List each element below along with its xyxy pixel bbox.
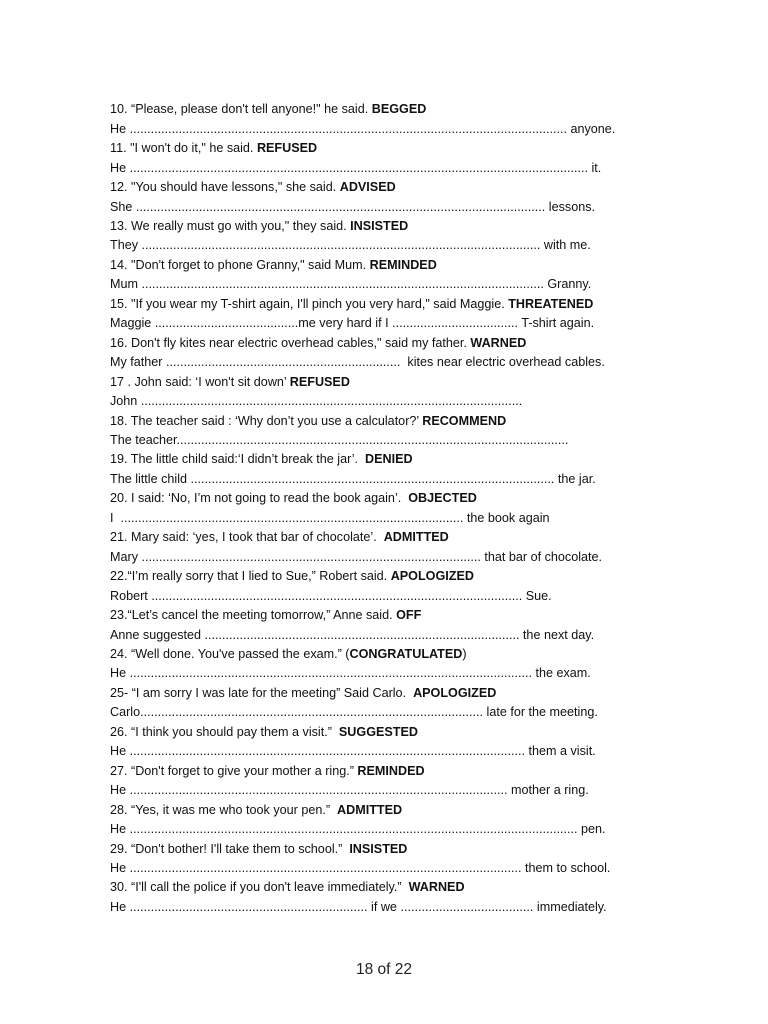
answer-text: He xyxy=(110,822,130,837)
question-prompt xyxy=(110,606,690,625)
answer-text: Robert xyxy=(110,588,152,603)
answer-blank: ................................................................................................................................... xyxy=(129,160,588,175)
answer-text: them to school. xyxy=(521,860,611,875)
answer-blank: ............................................................................................................ xyxy=(129,783,508,798)
prompt-text: 19. The little child said:‘I didn’t break the jar’. xyxy=(110,452,366,467)
prompt-text: 20. I said: ‘No, I’m not going to read the book again’. xyxy=(110,491,409,506)
answer-text: that bar of chocolate. xyxy=(480,549,603,564)
answer-line xyxy=(110,820,690,839)
answer-blank: ................................................................................................................. xyxy=(129,744,525,759)
question-prompt xyxy=(110,645,690,664)
prompt-text-after: ) xyxy=(462,646,467,661)
answer-text: the jar. xyxy=(554,471,596,486)
keyword: OBJECTED xyxy=(408,491,477,506)
keyword: REFUSED xyxy=(256,141,318,156)
answer-blank: ............................................................................................................................. xyxy=(129,121,567,136)
prompt-text: 18. The teacher said : ‘Why don’t you use a calculator?’ xyxy=(110,413,423,428)
answer-line xyxy=(110,159,690,178)
prompt-text: 29. “Don't bother! I'll take them to school.” xyxy=(110,841,350,856)
prompt-text: 27. “Don't forget to give your mother a ring.” xyxy=(110,763,358,778)
prompt-text: 25- “I am sorry I was late for the meeting” Said Carlo. xyxy=(110,685,414,700)
answer-text: Mary xyxy=(110,549,142,564)
answer-line xyxy=(110,587,690,606)
answer-blank: ................................................................................................................... xyxy=(141,277,544,292)
prompt-text: 12. "You should have lessons," she said. xyxy=(110,180,340,195)
keyword: WARNED xyxy=(470,335,527,350)
answer-text: kites near electric overhead cables. xyxy=(400,355,605,370)
exercise-item xyxy=(110,606,690,645)
keyword: ADMITTED xyxy=(383,530,449,545)
exercise-list xyxy=(110,100,690,917)
answer-line xyxy=(110,898,690,917)
answer-line xyxy=(110,120,690,139)
answer-text: Maggie xyxy=(110,316,155,331)
answer-blank: ................................................................................................................................ xyxy=(129,822,578,837)
keyword: INSISTED xyxy=(349,841,408,856)
exercise-item xyxy=(110,217,690,256)
exercise-item xyxy=(110,489,690,528)
answer-text: them a visit. xyxy=(525,744,596,759)
answer-line xyxy=(110,198,690,217)
answer-blank: ................................................................... xyxy=(166,355,401,370)
answer-line xyxy=(110,353,690,372)
question-prompt xyxy=(110,373,690,392)
answer-text: the exam. xyxy=(532,666,591,681)
question-prompt xyxy=(110,256,690,275)
keyword: ADVISED xyxy=(339,180,396,195)
question-prompt xyxy=(110,334,690,353)
answer-blank: ................................................................................................................... xyxy=(129,666,532,681)
question-prompt xyxy=(110,723,690,742)
answer-text: anyone. xyxy=(566,121,616,136)
keyword: ADMITTED xyxy=(337,802,403,817)
prompt-text: 15. "If you wear my T-shirt again, I'll pinch you very hard," said Maggie. xyxy=(110,296,509,311)
answer-line xyxy=(110,548,690,567)
answer-text: She xyxy=(110,199,136,214)
keyword: WARNED xyxy=(408,880,465,895)
question-prompt xyxy=(110,489,690,508)
answer-text: mother a ring. xyxy=(507,783,589,798)
answer-text: Mum xyxy=(110,277,142,292)
page-number: 18 of 22 xyxy=(355,961,413,978)
answer-text: He xyxy=(110,160,130,175)
answer-line xyxy=(110,314,690,333)
answer-text: Sue. xyxy=(522,588,552,603)
answer-text: the book again xyxy=(463,510,550,525)
answer-text: They xyxy=(110,238,142,253)
exercise-item xyxy=(110,840,690,879)
question-prompt xyxy=(110,450,690,469)
answer-text: with me. xyxy=(540,238,591,253)
prompt-text: 13. We really must go with you," they said. xyxy=(110,219,351,234)
answer-blank: .................................... xyxy=(392,316,519,331)
answer-blank: ...................................... xyxy=(400,899,534,914)
keyword: REFUSED xyxy=(289,374,350,389)
prompt-text: 10. “Please, please don't tell anyone!" he said. xyxy=(110,102,372,117)
answer-text: John xyxy=(110,394,141,409)
keyword: RECOMMEND xyxy=(422,413,507,428)
answer-text: The little child xyxy=(110,471,191,486)
keyword: APOLOGIZED xyxy=(413,685,497,700)
answer-blank: ................................................................................................. xyxy=(141,549,481,564)
answer-text: Anne suggested xyxy=(110,627,205,642)
question-prompt xyxy=(110,295,690,314)
answer-blank: ............................................................................................................. xyxy=(140,394,523,409)
keyword: REMINDED xyxy=(369,257,437,272)
exercise-item xyxy=(110,684,690,723)
exercise-item xyxy=(110,567,690,606)
prompt-text: 14. "Don't forget to phone Granny," said Mum. xyxy=(110,257,370,272)
exercise-item xyxy=(110,762,690,801)
answer-line xyxy=(110,626,690,645)
answer-blank: .................................................................................................................. xyxy=(141,238,541,253)
keyword: APOLOGIZED xyxy=(390,569,474,584)
answer-blank: ................................................................................................................ xyxy=(176,433,569,447)
prompt-text: 17 . John said: ‘I won't sit down’ xyxy=(110,374,290,389)
answer-line xyxy=(110,392,690,411)
prompt-text: 23.“Let’s cancel the meeting tomorrow,” Anne said. xyxy=(110,608,397,623)
answer-line xyxy=(110,703,690,722)
answer-text: immediately. xyxy=(533,899,607,914)
question-prompt xyxy=(110,217,690,236)
prompt-text: 24. “Well done. You've passed the exam.” ( xyxy=(110,646,350,661)
answer-text: He xyxy=(110,744,130,759)
exercise-item xyxy=(110,373,690,412)
answer-text: He xyxy=(110,121,130,136)
prompt-text: 26. “I think you should pay them a visit.” xyxy=(110,724,339,739)
exercise-item xyxy=(110,139,690,178)
prompt-text: 16. Don't fly kites near electric overhead cables," said my father. xyxy=(110,335,471,350)
exercise-item xyxy=(110,100,690,139)
answer-line xyxy=(110,664,690,683)
answer-text: He xyxy=(110,783,130,798)
exercise-item xyxy=(110,645,690,684)
answer-text: The teacher xyxy=(110,433,177,447)
answer-text: He xyxy=(110,899,130,914)
exercise-item xyxy=(110,450,690,489)
exercise-item xyxy=(110,801,690,840)
answer-text: He xyxy=(110,666,130,681)
answer-text: it. xyxy=(587,160,602,175)
keyword: CONGRATULATED xyxy=(349,646,463,661)
exercise-item xyxy=(110,178,690,217)
prompt-text: 21. Mary said: ‘yes, I took that bar of chocolate’. xyxy=(110,530,384,545)
question-prompt xyxy=(110,178,690,197)
prompt-text: 28. “Yes, it was me who took your pen.” xyxy=(110,802,338,817)
answer-text: if we xyxy=(367,899,401,914)
answer-blank: .................................................................................................. xyxy=(120,510,464,525)
answer-blank: .......................................................................................... xyxy=(204,627,520,642)
answer-blank: ................................................................................................................ xyxy=(129,860,522,875)
exercise-item xyxy=(110,334,690,373)
exercise-item xyxy=(110,528,690,567)
answer-text: I xyxy=(110,510,121,525)
keyword: OFF xyxy=(396,608,422,623)
exercise-item xyxy=(110,723,690,762)
exercise-item xyxy=(110,412,690,451)
keyword: THREATENED xyxy=(508,296,594,311)
answer-blank: .................................................................... xyxy=(129,899,368,914)
question-prompt xyxy=(110,528,690,547)
keyword: INSISTED xyxy=(350,219,409,234)
answer-text: lessons. xyxy=(545,199,596,214)
answer-line xyxy=(110,859,690,878)
answer-line xyxy=(110,509,690,528)
prompt-text: 22.“I’m really sorry that I lied to Sue,” Robert said. xyxy=(110,569,391,584)
keyword: BEGGED xyxy=(371,102,427,117)
question-prompt xyxy=(110,567,690,586)
answer-line xyxy=(110,742,690,761)
keyword: DENIED xyxy=(365,452,413,467)
question-prompt xyxy=(110,878,690,897)
question-prompt xyxy=(110,412,690,431)
keyword: REMINDED xyxy=(357,763,425,778)
answer-text: late for the meeting. xyxy=(483,705,598,720)
answer-text: Granny. xyxy=(543,277,592,292)
answer-blank: ........................................................................................................ xyxy=(190,471,555,486)
exercise-item xyxy=(110,256,690,295)
exercise-item xyxy=(110,878,690,917)
answer-text: me very hard if I xyxy=(298,316,393,331)
answer-text: the next day. xyxy=(519,627,595,642)
exercise-item xyxy=(110,295,690,334)
question-prompt xyxy=(110,684,690,703)
answer-blank: ..................................................................................................................... xyxy=(135,199,546,214)
answer-line xyxy=(110,470,690,489)
answer-blank: ......................................... xyxy=(154,316,299,331)
answer-blank: .......................................................................................................... xyxy=(151,588,523,603)
prompt-text: 11. "I won't do it," he said. xyxy=(110,141,257,156)
answer-text: He xyxy=(110,860,130,875)
answer-text: pen. xyxy=(577,822,606,837)
answer-line xyxy=(110,781,690,800)
answer-line xyxy=(110,431,690,450)
answer-line xyxy=(110,275,690,294)
answer-text: Carlo xyxy=(110,705,141,720)
prompt-text: 30. “I'll call the police if you don't leave immediately.” xyxy=(110,880,409,895)
question-prompt xyxy=(110,139,690,158)
question-prompt xyxy=(110,801,690,820)
answer-text: T-shirt again. xyxy=(518,316,595,331)
question-prompt xyxy=(110,840,690,859)
question-prompt xyxy=(110,100,690,119)
question-prompt xyxy=(110,762,690,781)
answer-line xyxy=(110,236,690,255)
answer-text: My father xyxy=(110,355,166,370)
answer-blank: .................................................................................................. xyxy=(140,705,484,720)
keyword: SUGGESTED xyxy=(338,724,418,739)
